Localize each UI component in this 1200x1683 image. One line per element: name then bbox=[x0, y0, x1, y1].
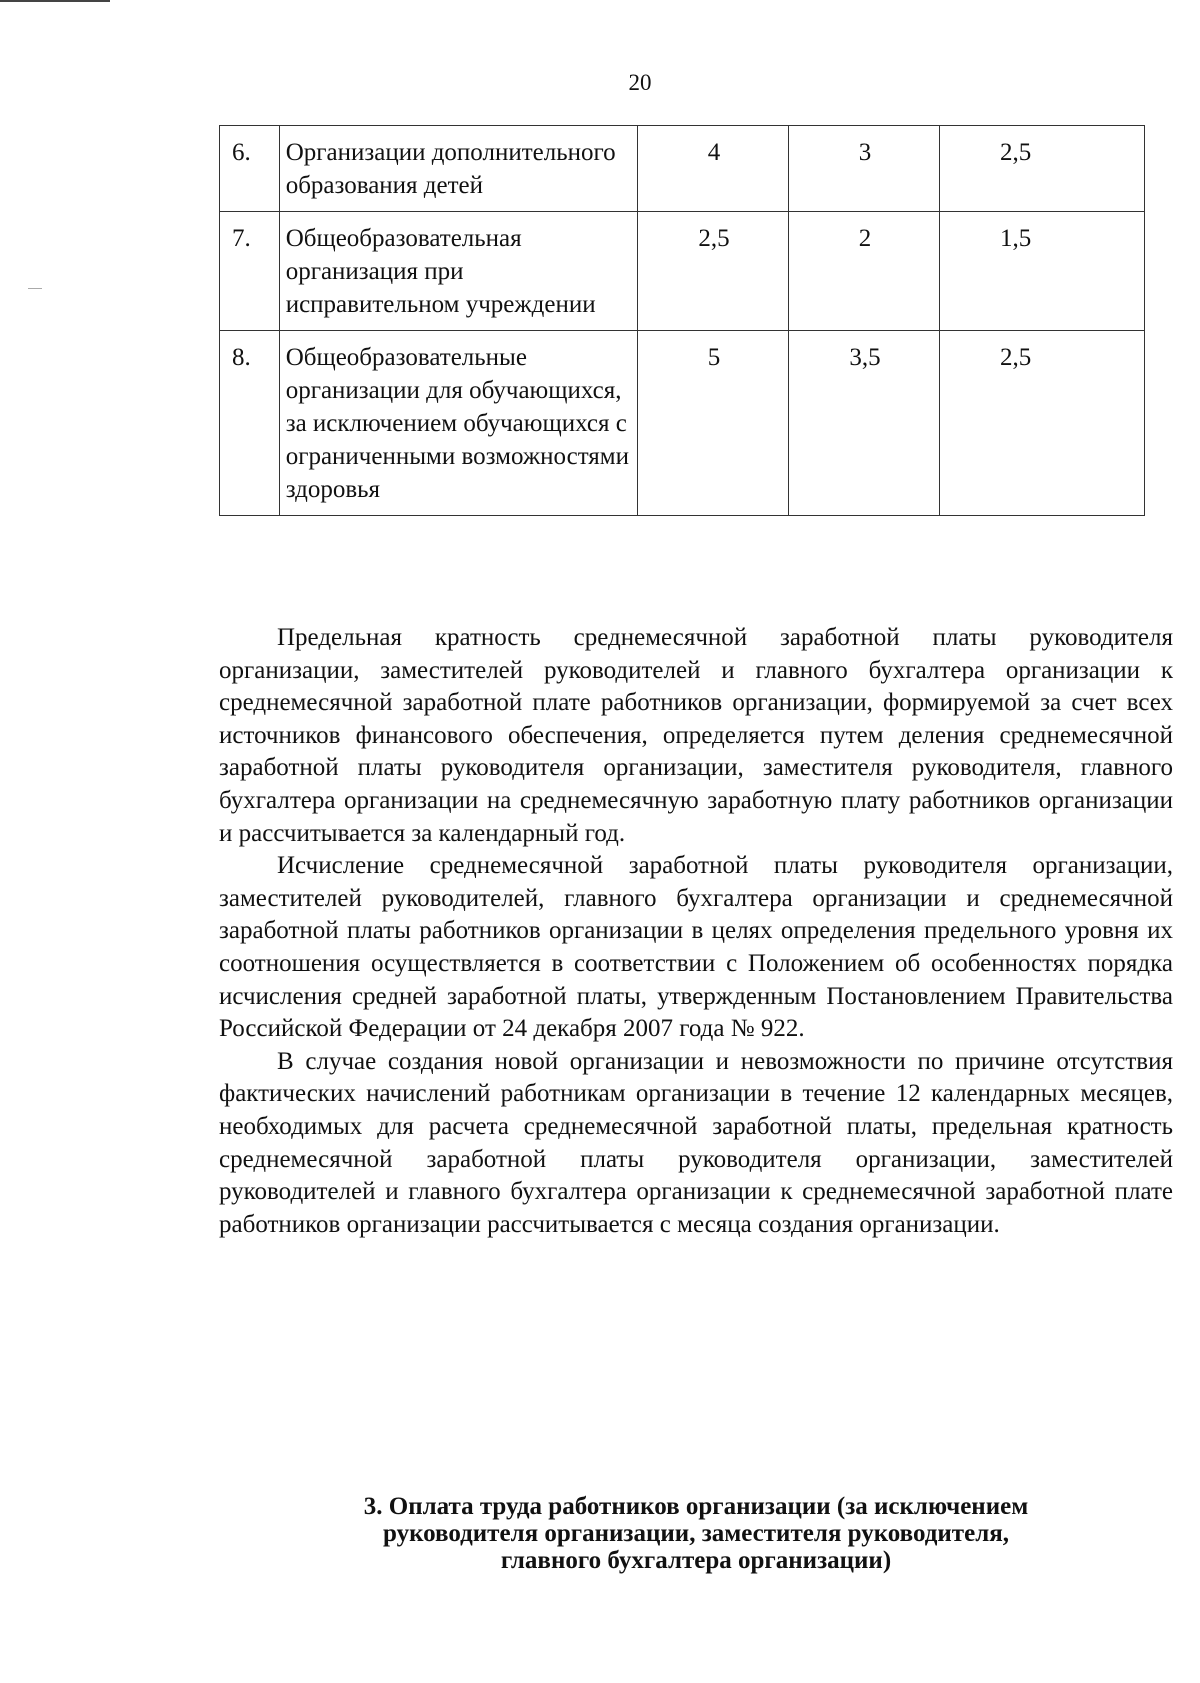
ratio-value: 2,5 bbox=[940, 126, 1145, 212]
body-text bbox=[219, 622, 1173, 1241]
ratio-table bbox=[219, 125, 1145, 516]
organization-type: Организации дополнительного образования детей bbox=[279, 126, 637, 212]
scan-edge-mark bbox=[0, 0, 110, 2]
row-number: 6. bbox=[220, 126, 280, 212]
ratio-value: 2,5 bbox=[638, 212, 789, 331]
table-row bbox=[220, 331, 1145, 516]
section-heading-line: 3. Оплата труда работников организации (за исключением bbox=[363, 1493, 1029, 1520]
table-row bbox=[220, 126, 1145, 212]
ratio-value: 1,5 bbox=[940, 212, 1145, 331]
ratio-value: 2,5 bbox=[940, 331, 1145, 516]
ratio-value: 2 bbox=[789, 212, 940, 331]
organization-type: Общеобразовательная организация при исправительном учреждении bbox=[279, 212, 637, 331]
row-number: 8. bbox=[220, 331, 280, 516]
organization-type: Общеобразовательные организации для обучающихся, за исключением обучающихся с ограниченными возможностями здоровья bbox=[279, 331, 637, 516]
page-number: 20 bbox=[628, 70, 652, 95]
scan-artifact bbox=[28, 288, 42, 289]
table-row bbox=[220, 212, 1145, 331]
section-heading bbox=[219, 1493, 1173, 1574]
paragraph: Исчисление среднемесячной заработной платы руководителя организации, заместителей руководителей, главного бухгалтера организации и среднемесячной заработной платы работников организации в целях определения предельного уровня их соотношения осуществляется в соответствии с Положением об особенностях порядка исчисления средней заработной платы, утвержденным Постановлением Правительства Российской Федерации от 24 декабря 2007 года № 922. bbox=[219, 852, 1173, 1043]
ratio-value: 3 bbox=[789, 126, 940, 212]
row-number: 7. bbox=[220, 212, 280, 331]
paragraph: Предельная кратность среднемесячной заработной платы руководителя организации, заместителей руководителей и главного бухгалтера организации к среднемесячной заработной плате работников организации, формируемой за счет всех источников финансового обеспечения, определяется путем деления среднемесячной заработной платы руководителя организации, заместителя руководителя, главного бухгалтера организации на среднемесячную заработную плату работников организации и рассчитывается за календарный год. bbox=[219, 624, 1173, 847]
ratio-value: 3,5 bbox=[789, 331, 940, 516]
section-heading-line: главного бухгалтера организации) bbox=[500, 1547, 892, 1574]
ratio-value: 5 bbox=[638, 331, 789, 516]
paragraph: В случае создания новой организации и невозможности по причине отсутствия фактических начислений работникам организации в течение 12 календарных месяцев, необходимых для расчета среднемесячной заработной платы, предельная кратность среднемесячной заработной платы руководителя организации, заместителей руководителей и главного бухгалтера организации к среднемесячной заработной плате работников организации рассчитывается с месяца создания организации. bbox=[219, 1047, 1173, 1238]
ratio-value: 4 bbox=[638, 126, 789, 212]
section-heading-line: руководителя организации, заместителя руководителя, bbox=[383, 1520, 1009, 1547]
